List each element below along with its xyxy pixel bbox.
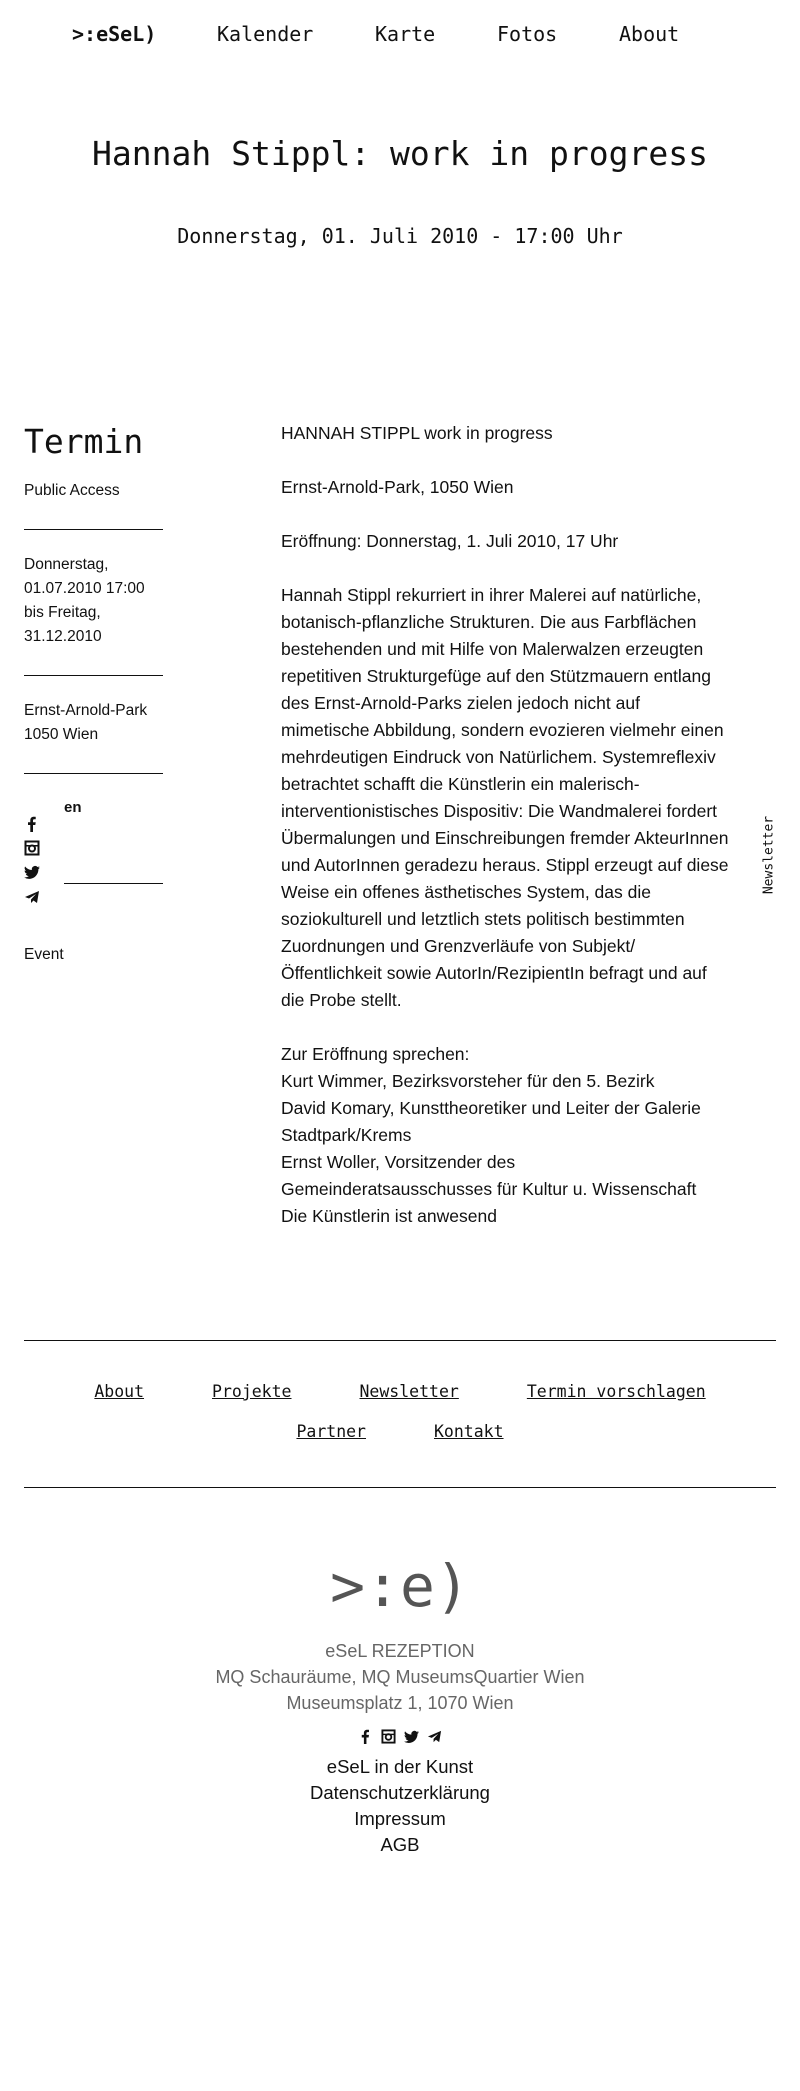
divider	[24, 675, 163, 676]
when-line: Donnerstag,	[24, 556, 109, 573]
when-line: bis Freitag,	[24, 604, 101, 621]
facebook-icon[interactable]	[358, 1729, 373, 1744]
footer-link-termin-vorschlagen[interactable]: Termin vorschlagen	[526, 1382, 706, 1401]
footer-link-datenschutz[interactable]: Datenschutzerklärung	[310, 1782, 490, 1803]
instagram-icon[interactable]	[381, 1729, 396, 1744]
newsletter-tab-label[interactable]: Newsletter	[761, 815, 777, 895]
access-label: Public Access	[24, 482, 120, 499]
address-line: MQ Schauräume, MQ MuseumsQuartier Wien	[215, 1667, 585, 1687]
logo-link[interactable]: >:eSeL)	[72, 22, 157, 46]
footer-link-partner[interactable]: Partner	[296, 1422, 366, 1441]
address-line: Museumsplatz 1, 1070 Wien	[286, 1693, 514, 1713]
footer-divider-top	[24, 1340, 776, 1341]
footer-nav-row	[0, 1382, 800, 1401]
nav-kalender[interactable]: Kalender	[217, 22, 314, 46]
nav-karte[interactable]: Karte	[375, 22, 436, 46]
footer-link-newsletter[interactable]: Newsletter	[359, 1382, 459, 1401]
event-date: Donnerstag, 01. Juli 2010 - 17:00 Uhr	[177, 224, 623, 248]
footer-address	[0, 1638, 800, 1716]
facebook-icon[interactable]	[24, 816, 40, 832]
telegram-icon[interactable]	[427, 1729, 442, 1744]
divider	[24, 529, 163, 530]
twitter-icon[interactable]	[24, 864, 40, 880]
event-when	[24, 553, 163, 649]
event-description	[281, 420, 731, 1257]
newsletter-tab[interactable]	[738, 805, 800, 905]
address-line: eSeL REZEPTION	[325, 1641, 475, 1661]
twitter-icon[interactable]	[404, 1729, 419, 1744]
event-type: Event	[24, 946, 64, 963]
nav-about[interactable]: About	[619, 22, 680, 46]
footer-links	[0, 1754, 800, 1858]
footer-link-impressum[interactable]: Impressum	[354, 1808, 446, 1829]
place-line: 1050 Wien	[24, 726, 99, 743]
footer-nav-row	[0, 1422, 800, 1441]
sidebar-heading: Termin	[24, 422, 144, 461]
place-line: Ernst-Arnold-Park	[24, 702, 148, 719]
footer-link-projekte[interactable]: Projekte	[212, 1382, 292, 1401]
body-paragraph: HANNAH STIPPL work in progress	[281, 423, 553, 443]
footer-link-about[interactable]: About	[94, 1382, 145, 1401]
footer-link-esel-in-der-kunst[interactable]: eSeL in der Kunst	[326, 1756, 474, 1777]
body-paragraph: Eröffnung: Donnerstag, 1. Juli 2010, 17 Uhr	[281, 531, 619, 551]
page-title: Hannah Stippl: work in progress	[92, 134, 708, 173]
footer-logo: >:e)	[330, 1552, 470, 1620]
footer-link-agb[interactable]: AGB	[380, 1834, 420, 1855]
body-paragraph: Ernst-Arnold-Park, 1050 Wien	[281, 477, 514, 497]
body-paragraph: Hannah Stippl rekurriert in ihrer Malerei auf natürliche, botanisch-pflanzliche Strukturen. Die aus Farbflächen bestehenden und mit Hilfe von Malerwalzen erzeugten repetitiven Strukturgefüge auf den Stützmauern entlang des Ernst-Arnold-Parks zielen jedoch nicht auf mimetische Abbildung, sondern evozieren vielmehr einen mehrdeutigen Eindruck von Natürlichem. Systemreflexiv betrachtet schafft die Künstlerin ein malerisch-interventionistisches Dispositiv: Die Wandmalerei fordert Übermalungen und Einschreibungen fremder AkteurInnen und AutorInnen geradezu heraus. Stippl erzeugt auf diese Weise ein offenes ästhetisches System, das die soziokulturell und letztlich stets politisch bestimmten Zuordnungen und Grenzverläufe von Subjekt/Öffentlichkeit sowie AutorIn/RezipientIn befragt und auf die Probe stellt.	[281, 585, 729, 1010]
footer-social	[0, 1729, 800, 1744]
language-switch[interactable]: en	[64, 799, 82, 816]
event-place	[24, 699, 163, 747]
divider	[64, 883, 163, 884]
divider	[24, 773, 163, 774]
telegram-icon[interactable]	[24, 889, 40, 905]
nav-fotos[interactable]: Fotos	[497, 22, 558, 46]
when-line: 01.07.2010 17:00	[24, 580, 145, 597]
when-line: 31.12.2010	[24, 628, 102, 645]
body-paragraph: Zur Eröffnung sprechen: Kurt Wimmer, Bezirksvorsteher für den 5. Bezirk David Komary, Kunsttheoretiker und Leiter der Galerie Stadtpark/Krems Ernst Woller, Vorsitzender des Gemeinderatsausschusses für Kultur u. Wissenschaft Die Künstlerin ist anwesend	[281, 1044, 701, 1226]
footer-divider-bottom	[24, 1487, 776, 1488]
footer-link-kontakt[interactable]: Kontakt	[434, 1422, 504, 1441]
instagram-icon[interactable]	[24, 840, 40, 856]
